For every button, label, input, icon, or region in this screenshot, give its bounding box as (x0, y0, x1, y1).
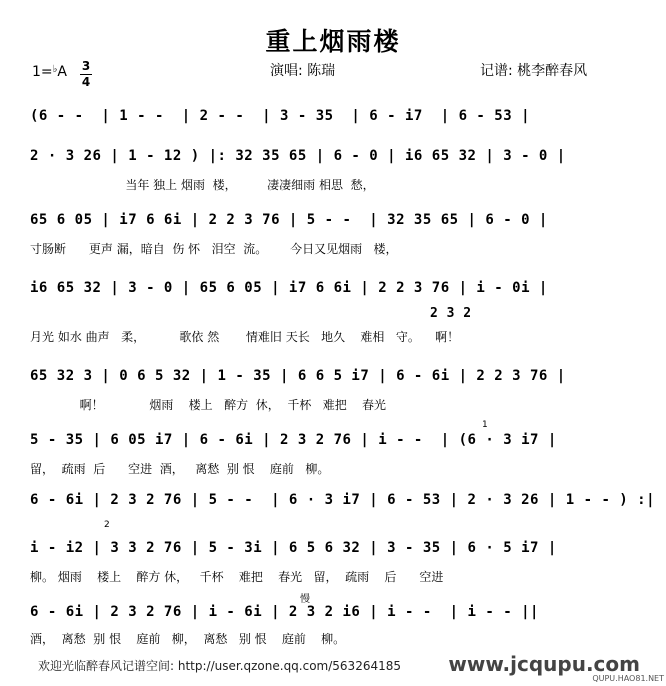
volta-1: 1 (482, 420, 488, 430)
watermark: www.jcqupu.com (448, 652, 640, 676)
watermark-small: QUPU.HAO81.NET (592, 674, 664, 683)
notation-line-4-alt: 2 3 2 (430, 306, 472, 321)
singer: 演唱: 陈瑞 (270, 63, 336, 79)
key-signature: 1=♭A (32, 64, 67, 80)
notation-line-6: 5 - 35 | 6 05 i7 | 6 - 6i | 2 3 2 76 | i - - | (6 · 3 i7 | (30, 432, 557, 448)
lyrics-line-8: 柳。 烟雨 楼上 醉方 休， 千杯 难把 春光 留， 疏雨 后 空进 (30, 570, 444, 584)
notation-line-4: i6 65 32 | 3 - 0 | 65 6 05 | i7 6 6i | 2 2 3 76 | i - 0i | (30, 280, 548, 296)
volta-2: 2 (104, 520, 110, 530)
lyrics-line-9: 酒， 离愁 别 恨 庭前 柳， 离愁 别 恨 庭前 柳。 (30, 632, 346, 646)
notation-line-3: 65 6 05 | i7 6 6i | 2 2 3 76 | 5 - - | 32 35 65 | 6 - 0 | (30, 212, 548, 228)
notation-line-1: (6 - - | 1 - - | 2 - - | 3 - 35 | 6 - i7 | 6 - 53 | (30, 108, 531, 124)
notation-line-7: 6 - 6i | 2 3 2 76 | 5 - - | 6 · 3 i7 | 6 - 53 | 2 · 3 26 | 1 - - ) :| (30, 492, 656, 508)
tempo-mark: 慢 (300, 594, 310, 605)
transcriber: 记谱: 桃李醉春风 (480, 63, 588, 79)
lyrics-line-5: 啊！ 烟雨 楼上 醉方 休， 千杯 难把 春光 (30, 398, 387, 412)
notation-line-2: 2 · 3 26 | 1 - 12 ) |: 32 35 65 | 6 - 0 | i6 65 32 | 3 - 0 | (30, 148, 566, 164)
notation-line-8: i - i2 | 3 3 2 76 | 5 - 3i | 6 5 6 32 | 3 - 35 | 6 · 5 i7 | (30, 540, 557, 556)
notation-line-9: 6 - 6i | 2 3 2 76 | i - 6i | 2 3 2 i6 | i - - | i - - || (30, 604, 539, 620)
footer-note: 欢迎光临醉春风记谱空间: http://user.qzone.qq.com/563264185 (38, 659, 402, 673)
song-title: 重上烟雨楼 (265, 27, 401, 56)
lyrics-line-3: 寸肠断 更声 漏，暗自 伤 怀 泪空 流。 今日又见烟雨 楼， (30, 242, 398, 256)
time-signature: 3 4 (81, 59, 91, 89)
lyrics-line-6: 留， 疏雨 后 空进 酒， 离愁 别 恨 庭前 柳。 (30, 462, 330, 476)
lyrics-line-4: 月光 如水 曲声 柔， 歌依 然 情难旧 天长 地久 难相 守。 啊！ (30, 330, 460, 344)
notation-line-5: 65 32 3 | 0 6 5 32 | 1 - 35 | 6 6 5 i7 | 6 - 6i | 2 2 3 76 | (30, 368, 566, 384)
lyrics-line-2: 当年 独上 烟雨 楼， 凄凄细雨 相思 愁， (30, 178, 375, 192)
